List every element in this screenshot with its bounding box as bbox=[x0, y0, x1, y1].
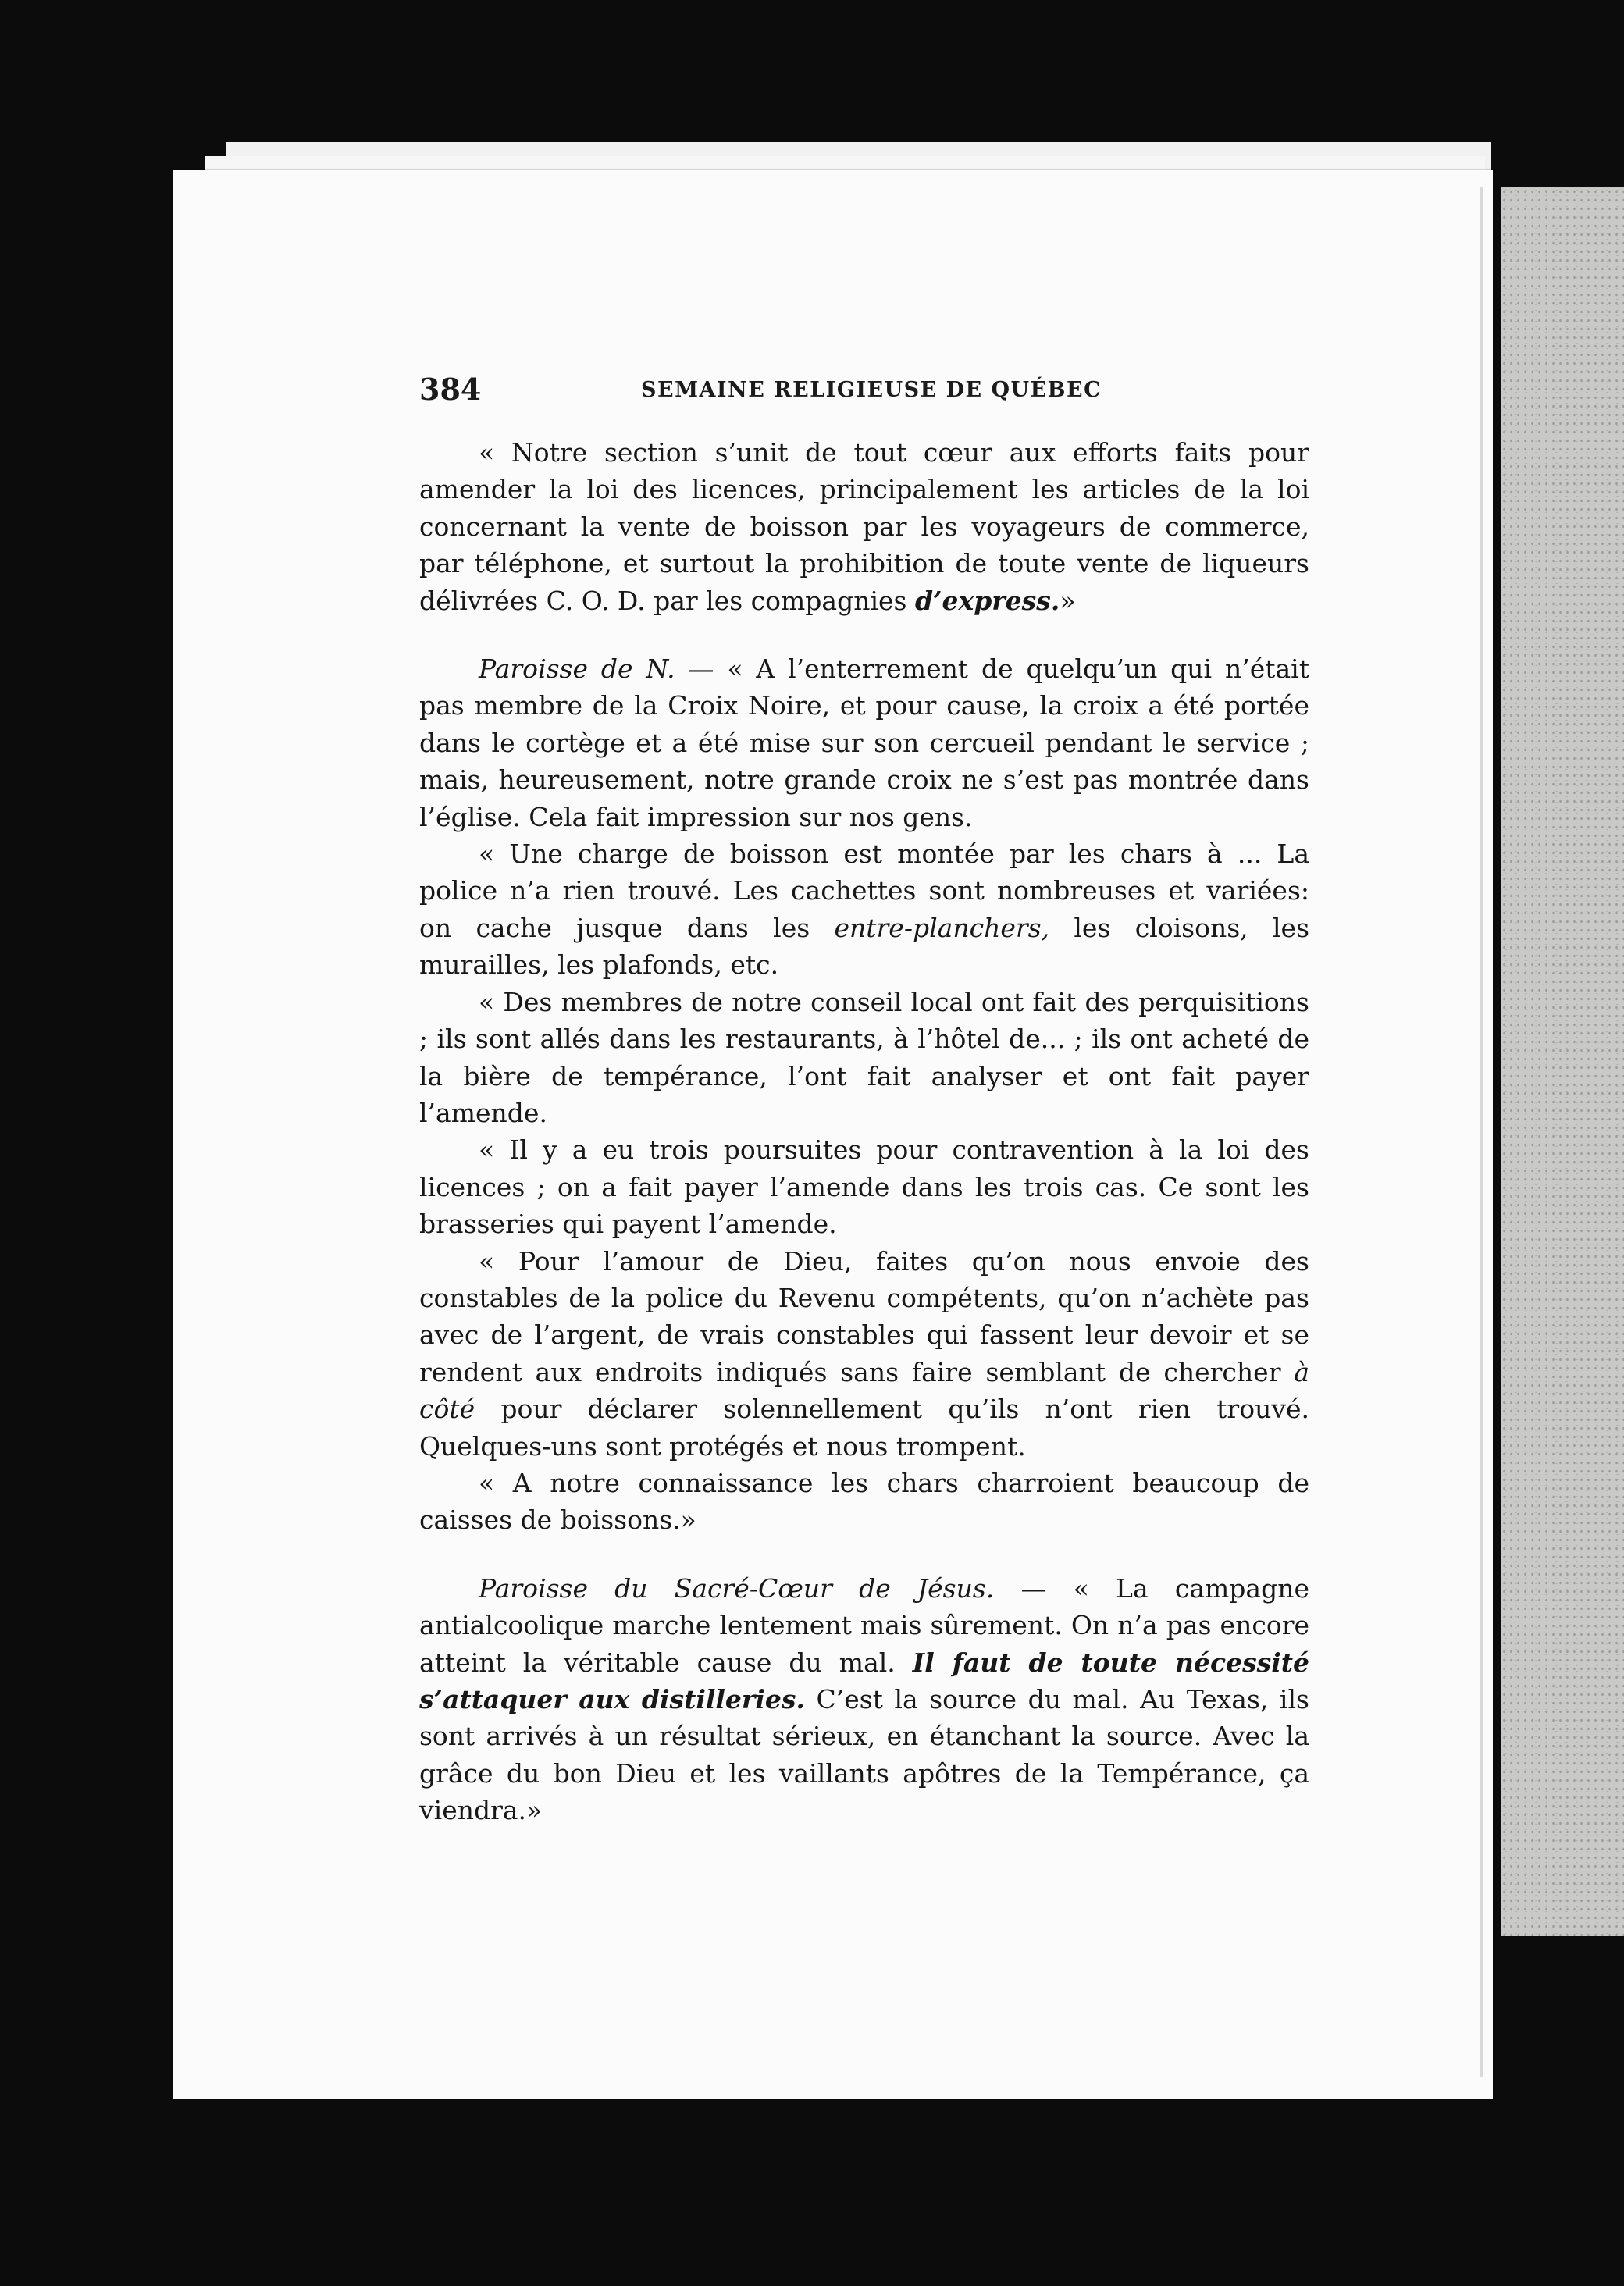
body-text bbox=[419, 434, 1309, 1829]
emphasis: à côté bbox=[419, 1356, 1309, 1425]
paragraph: « Il y a eu trois poursuites pour contravention à la loi des licences ; on a fait payer l’amende dans les trois cas. Ce sont les brasseries qui payent l’amende. bbox=[419, 1134, 1309, 1240]
running-title: SEMAINE RELIGIEUSE DE QUÉBEC bbox=[641, 378, 1102, 402]
paragraph: « Des membres de notre conseil local ont fait des perquisitions ; ils sont allés dans les restaurants, à l’hôtel de... ; ils ont acheté de la bière de tempérance, l’ont fait analyser et ont fait payer l’amende. bbox=[419, 986, 1309, 1128]
paragraph: « Une charge de boisson est montée par les chars à ... La police n’a rien trouvé. Les cachettes sont nombreuses et variées: on cache jusque dans les entre-planchers, les cloisons, les murailles, les plafonds, etc. bbox=[419, 839, 1309, 981]
page-header bbox=[419, 372, 1309, 411]
paragraph: « A notre connaissance les chars charroient beaucoup de caisses de boissons.» bbox=[419, 1467, 1309, 1536]
page-edge-line bbox=[1480, 187, 1483, 2077]
emphasis: entre-planchers, bbox=[834, 912, 1050, 943]
paragraph: Paroisse de N. — « A l’enterrement de quelqu’un qui n’était pas membre de la Croix Noire, et pour cause, la croix a été portée dans le cortège et a été mise sur son cercueil pendant le service ; mais, heureusement, notre grande croix ne s’est pas montrée dans l’église. Cela fait impression sur nos gens. bbox=[419, 653, 1309, 832]
emphasis: Il faut de toute nécessité s’attaquer aux distilleries. bbox=[419, 1647, 1309, 1714]
adjacent-page-edge bbox=[1501, 187, 1624, 1936]
parish-heading: Paroisse de N. bbox=[479, 653, 675, 685]
parish-heading: Paroisse du Sacré-Cœur de Jésus. bbox=[479, 1572, 995, 1604]
paragraph: « Notre section s’unit de tout cœur aux efforts faits pour amender la loi des licences, principalement les articles de la loi concernant la vente de boisson par les voyageurs de commerce, par téléphone, et surtout la prohibition de toute vente de liqueurs délivrées C. O. D. par les compagnies d’express.» bbox=[419, 437, 1309, 616]
paragraph: « Pour l’amour de Dieu, faites qu’on nous envoie des constables de la police du Revenu compétents, qu’on n’achète pas avec de l’argent, de vrais constables qui fassent leur devoir et se rendent aux endroits indiqués sans faire semblant de chercher à côté pour déclarer solennellement qu’ils n’ont rien trouvé. Quelques-uns sont protégés et nous trompent. bbox=[419, 1245, 1309, 1462]
emphasis: d’express. bbox=[914, 585, 1060, 616]
page-number: 384 bbox=[419, 372, 482, 407]
paragraph: Paroisse du Sacré-Cœur de Jésus. — « La campagne antialcoolique marche lentement mais sûrement. On n’a pas encore atteint la véritable cause du mal. Il faut de toute nécessité s’attaquer aux distilleries. C’est la source du mal. Au Texas, ils sont arrivés à un résultat sérieux, en étanchant la source. Avec la grâce du bon Dieu et les vaillants apôtres de la Tempérance, ça viendra.» bbox=[419, 1572, 1309, 1826]
